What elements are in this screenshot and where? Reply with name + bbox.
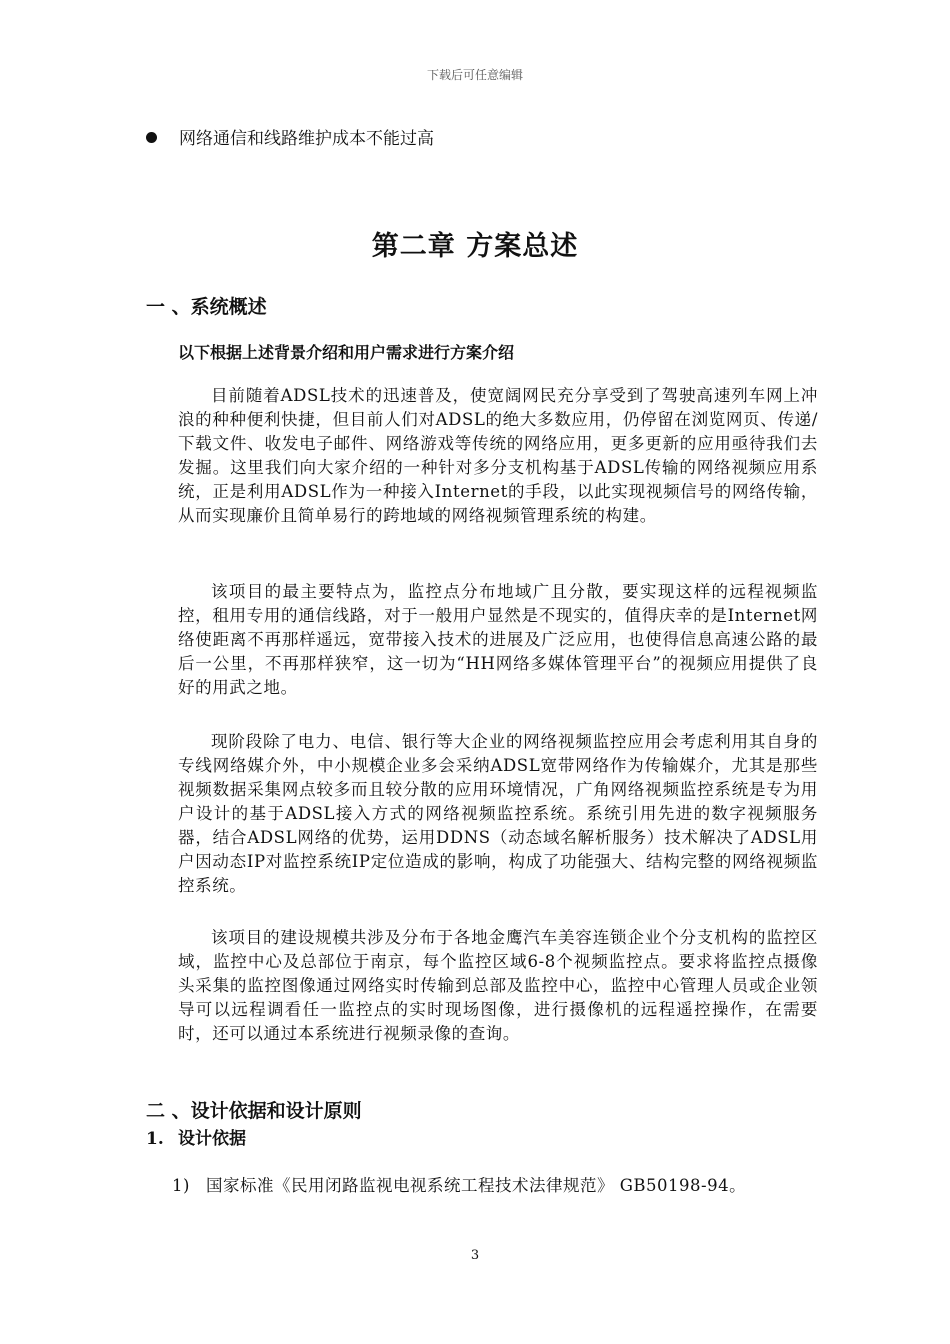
section-heading-overview: 一 、系统概述 (146, 296, 267, 318)
bullet-icon (146, 132, 157, 143)
subsection-heading (146, 1124, 246, 1149)
section-intro: 以下根据上述背景介绍和用户需求进行方案介绍 (178, 343, 515, 362)
bullet-text: 网络通信和线路维护成本不能过高 (179, 129, 434, 149)
subsection-number: 1. (146, 1129, 164, 1149)
page-number: 3 (470, 1248, 480, 1263)
reference-number: 1) (172, 1176, 190, 1195)
reference-item (172, 1172, 746, 1196)
chapter-title: 第二章 方案总述 (371, 231, 579, 262)
reference-text: 国家标准《民用闭路监视电视系统工程技术法律规范》 GB50198-94。 (206, 1176, 747, 1195)
paragraph-2: 该项目的最主要特点为，监控点分布地域广且分散，要实现这样的远程视频监控，租用专用的通信线路，对于一般用户显然是不现实的，值得庆幸的是Internet网络使距离不再那样遥远，宽带接入技术的进展及广泛应用，也使得信息高速公路的最后一公里，不再那样狭窄，这一切为“HH网络多媒体管理平台”的视频应用提供了良好的用武之地。 (178, 582, 818, 697)
page-header: 下载后可任意编辑 (426, 68, 523, 82)
section-heading-design: 二 、设计依据和设计原则 (146, 1100, 362, 1122)
bullet-item (146, 124, 434, 149)
paragraph-3: 现阶段除了电力、电信、银行等大企业的网络视频监控应用会考虑利用其自身的专线网络媒介外，中小规模企业多会采纳ADSL宽带网络作为传输媒介，尤其是那些视频数据采集网点较多而且较分散的应用环境情况，广角网络视频监控系统是专为用户设计的基于ADSL接入方式的网络视频监控系统。系统引用先进的数字视频服务器，结合ADSL网络的优势，运用DDNS（动态域名解析服务）技术解决了ADSL用户因动态IP对监控系统IP定位造成的影响，构成了功能强大、结构完整的网络视频监控系统。 (178, 732, 818, 895)
paragraph-4: 该项目的建设规模共涉及分布于各地金鹰汽车美容连锁企业个分支机构的监控区域，监控中心及总部位于南京，每个监控区域6-8个视频监控点。要求将监控点摄像头采集的监控图像通过网络实时传输到总部及监控中心，监控中心管理人员或企业领导可以远程调看任一监控点的实时现场图像，进行摄像机的远程遥控操作，在需要时，还可以通过本系统进行视频录像的查询。 (178, 928, 818, 1043)
paragraph-1: 目前随着ADSL技术的迅速普及，使宽阔网民充分享受到了驾驶高速列车网上冲浪的种种便利快捷，但目前人们对ADSL的绝大多数应用，仍停留在浏览网页、传递/下载文件、收发电子邮件、网络游戏等传统的网络应用，更多更新的应用亟待我们去发掘。这里我们向大家介绍的一种针对多分支机构基于ADSL传输的网络视频应用系统，正是利用ADSL作为一种接入Internet的手段，以此实现视频信号的网络传输，从而实现廉价且简单易行的跨地域的网络视频管理系统的构建。 (178, 386, 818, 525)
subsection-title: 设计依据 (178, 1129, 246, 1149)
